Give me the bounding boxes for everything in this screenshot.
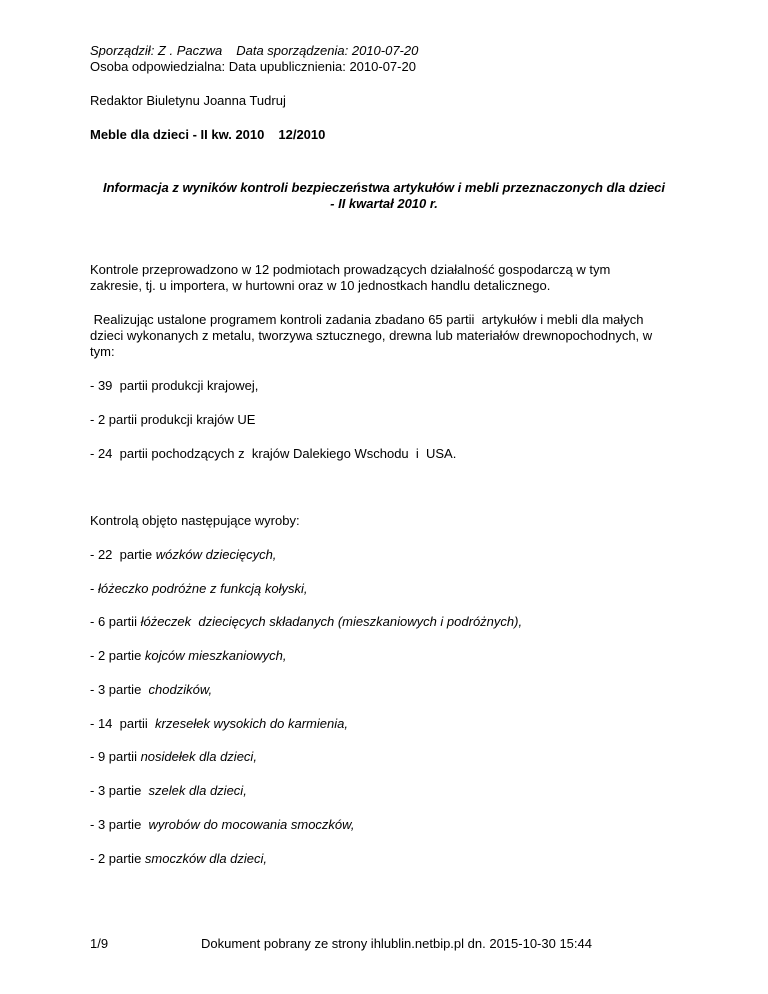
prepared-date: Data sporządzenia: 2010-07-20	[236, 43, 419, 58]
product-list-item	[90, 547, 276, 563]
product-list-item	[90, 614, 522, 630]
product-name: wyrobów do mocowania smoczków,	[148, 817, 355, 832]
product-quantity: - 3 partie	[90, 783, 149, 798]
subject-title: Meble dla dzieci - II kw. 2010	[90, 127, 265, 142]
product-quantity: - 14 partii	[90, 716, 156, 731]
product-name: nosidełek dla dzieci,	[140, 749, 257, 764]
product-list-item	[90, 682, 212, 698]
product-name: smoczków dla dzieci,	[144, 851, 268, 866]
product-name: łóżeczko podróżne z funkcją kołyski,	[97, 581, 308, 596]
subject-number: 12/2010	[278, 127, 326, 142]
responsible-person-line: Osoba odpowiedzialna: Data upublicznienia: 2010-07-20	[90, 59, 416, 74]
intro-p1-line-2: zakresie, tj. u importera, w hurtowni oraz w 10 jednostkach handlu detalicznego.	[90, 278, 551, 293]
prepared-by-line	[90, 43, 418, 59]
product-list-item	[90, 749, 257, 765]
product-quantity: - 6 partii	[90, 614, 141, 629]
product-list-item	[90, 581, 308, 597]
editor-line: Redaktor Biuletynu Joanna Tudruj	[90, 93, 286, 108]
product-name: chodzików,	[148, 682, 213, 697]
product-name: krzesełek wysokich do karmienia,	[155, 716, 348, 731]
intro-p1-line-1: Kontrole przeprowadzono w 12 podmiotach prowadzących działalność gospodarczą w tym	[90, 262, 611, 277]
product-quantity: - 2 partie	[90, 648, 145, 663]
products-intro: Kontrolą objęto następujące wyroby:	[90, 513, 300, 528]
product-quantity: - 3 partie	[90, 682, 149, 697]
page-number: 1/9	[90, 936, 109, 951]
origin-item: - 2 partii produkcji krajów UE	[90, 412, 256, 427]
product-quantity: - 9 partii	[90, 749, 141, 764]
prepared-by: Sporządził: Z . Paczwa	[90, 43, 223, 58]
product-quantity: -	[90, 581, 98, 596]
intro-p2-line-2: dzieci wykonanych z metalu, tworzywa sztucznego, drewna lub materiałów drewnopochodnych, w	[90, 328, 653, 343]
product-quantity: - 3 partie	[90, 817, 149, 832]
heading-line-1: Informacja z wyników kontroli bezpieczeństwa artykułów i mebli przeznaczonych dla dzieci	[102, 180, 666, 195]
product-list-item	[90, 817, 354, 833]
origin-item: - 39 partii produkcji krajowej,	[90, 378, 259, 393]
download-source-footer: Dokument pobrany ze strony ihlublin.netbip.pl dn. 2015-10-30 15:44	[201, 936, 592, 951]
product-name: wózków dziecięcych,	[155, 547, 277, 562]
intro-p2-line-1: Realizując ustalone programem kontroli zadania zbadano 65 partii artykułów i mebli dla małych	[90, 312, 644, 327]
product-quantity: - 2 partie	[90, 851, 145, 866]
product-list-item	[90, 783, 247, 799]
heading-line-2: - II kwartał 2010 r.	[330, 196, 438, 211]
product-name: łóżeczek dziecięcych składanych (mieszkaniowych i podróżnych),	[140, 614, 523, 629]
product-name: kojców mieszkaniowych,	[144, 648, 287, 663]
product-list-item	[90, 851, 267, 867]
product-list-item	[90, 716, 348, 732]
document-heading	[60, 180, 708, 212]
product-name: szelek dla dzieci,	[148, 783, 247, 798]
origin-item: - 24 partii pochodzących z krajów Dalekiego Wschodu i USA.	[90, 446, 457, 461]
product-quantity: - 22 partie	[90, 547, 156, 562]
product-list-item	[90, 648, 287, 664]
subject-line	[90, 127, 325, 143]
intro-p2-line-3: tym:	[90, 344, 115, 359]
